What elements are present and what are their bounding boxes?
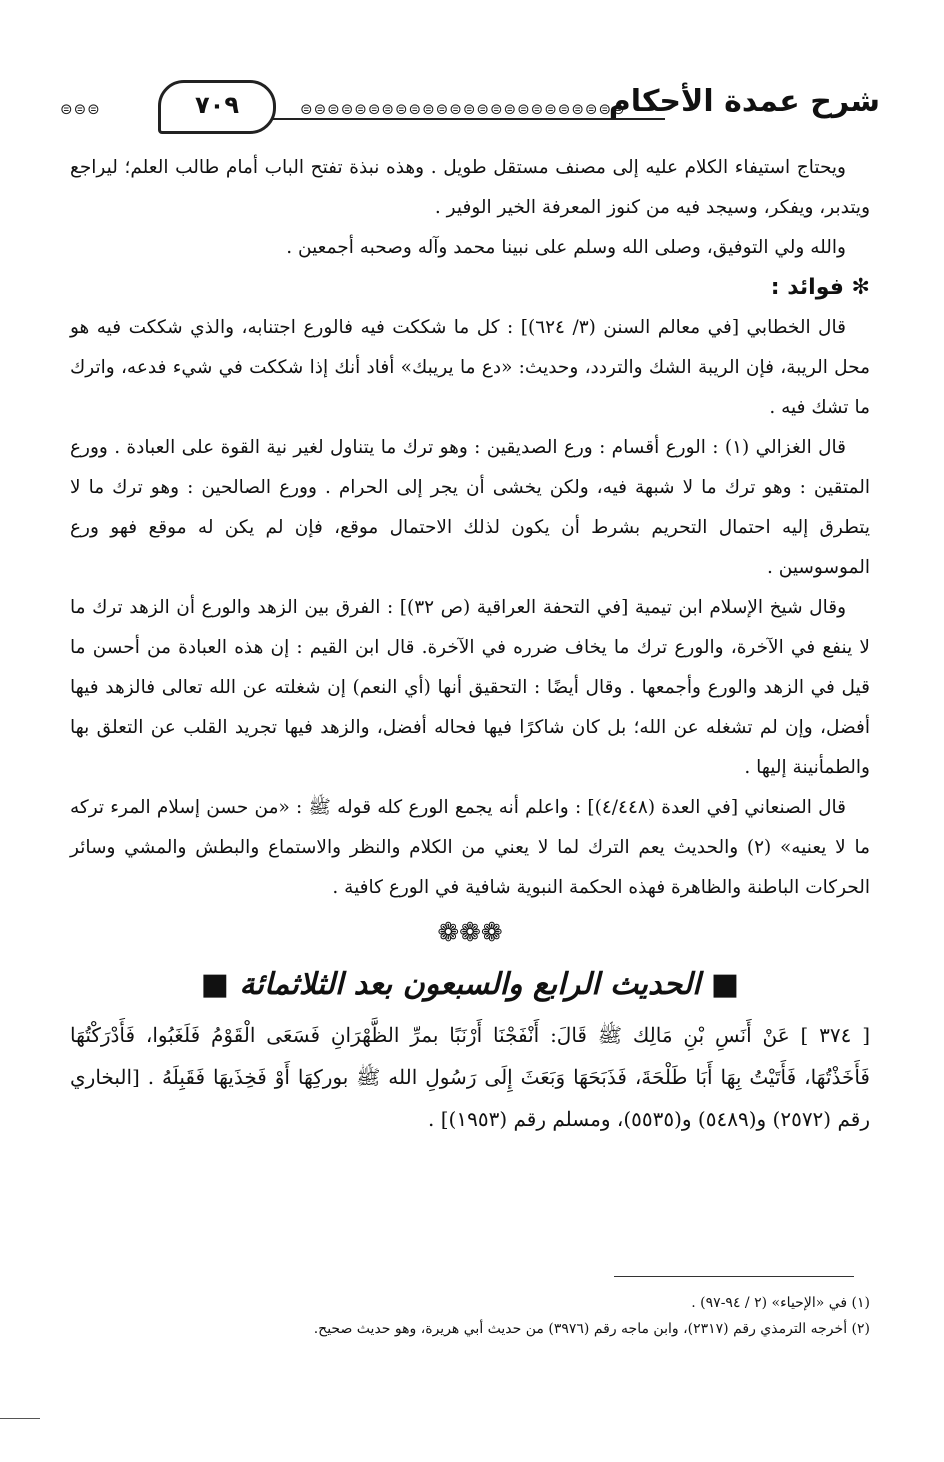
header-ornament-small: ⊜⊜⊜ (60, 100, 101, 118)
fawaid-heading: ✻ فوائد : (770, 275, 870, 300)
paragraph-closing-prayer: والله ولي التوفيق، وصلى الله وسلم على نبينا محمد وآله وصحبه أجمعين . (286, 237, 846, 258)
paragraph-intro: ويحتاج استيفاء الكلام عليه إلى مصنف مستقل طويل . وهذه نبذة تفتح الباب أمام طالب العلم؛ ليراجع ويتدبر، ويفكر، وسيجد فيه من كنوز المعرفة الخير الوفير . (70, 157, 870, 218)
page-number-frame (158, 80, 276, 134)
page-header (60, 78, 880, 134)
hadith-text: [ ٣٧٤ ] عَنْ أَنَسِ بْنِ مَالِك ﷺ قَالَ: أَنْفَجْنَا أَرْنَبًا بمرِّ الظَّهْرَانِ فَسَعَى الْقَوْمُ فَلَغَبُوا، فَأَدْرَكْتُهَا فَأَخَذْتُهَا، فَأَتَيْتُ بِهَا أَبَا طَلْحَةَ، فَذَبَحَهَا وَبَعَثَ إِلَى رَسُولِ الله ﷺ بوركِهَا أَوْ فَخِذَيهَا فَقَبِلَهُ . [البخاري رقم (٢٥٧٢) و(٥٤٨٩) و(٥٥٣٥)، ومسلم رقم (١٩٥٣)] . (70, 1023, 870, 1131)
footnote-2: (٢) أخرجه الترمذي رقم (٢٣١٧)، وابن ماجه رقم (٣٩٧٦) من حديث أبي هريرة، وهو حديث صحيح. (313, 1321, 870, 1337)
paragraph-ibn-taymiyyah: وقال شيخ الإسلام ابن تيمية [في التحفة العراقية (ص ٣٢)] : الفرق بين الزهد والورع أن الزهد ترك ما لا ينفع في الآخرة، والورع ترك ما يخاف ضرره في الآخرة. قال ابن القيم : إن هذه العبادة من أحسن ما قيل في الزهد والورع وأجمعها . وقال أيضًا : التحقيق أنها (أي النعم) إن شغلته عن الله تعالى فالزهد فيها أفضل، وإن لم تشغله عن الله؛ بل كان شاكرًا فيها فحاله أفضل، والزهد فيها تجريد القلب عن التعلق بها والطمأنينة إليها . (70, 597, 870, 778)
hadith-title: ■ الحديث الرابع والسبعون بعد الثلاثمائة ■ (200, 967, 740, 1002)
footnotes (90, 1290, 870, 1342)
footnote-rule (614, 1276, 854, 1277)
footnote-1: (١) في «الإحياء» (٢ / ٩٤-٩٧) . (691, 1295, 870, 1311)
section-divider-ornament: ❁❁❁ (437, 918, 503, 948)
bottom-margin-mark (0, 1418, 40, 1419)
page-number: ٧٠٩ (195, 91, 239, 119)
paragraph-khattabi: قال الخطابي [في معالم السنن (٣/ ٦٢٤)] : كل ما شككت فيه فالورع اجتنابه، والذي شككت فيه هو محل الريبة، فإن الريبة الشك والتردد، وحديث: «دع ما يريبك» أفاد أنك إذا شككت في شيء فدعه، واترك ما تشك فيه . (70, 317, 870, 418)
paragraph-sanani: قال الصنعاني [في العدة (٤/٤٤٨)] : واعلم أنه يجمع الورع كله قوله ﷺ : «من حسن إسلام المرء تركه ما لا يعنيه» (٢) والحديث يعم الترك لما لا يعني من الكلام والنظر والاستماع والبطش والمشي وسائر الحركات الباطنة والظاهرة فهذه الحكمة النبوية شافية في الورع كافية . (70, 797, 870, 898)
main-text (70, 148, 870, 1140)
paragraph-ghazali: قال الغزالي (١) : الورع أقسام : ورع الصديقين : وهو ترك ما يتناول لغير نية القوة على العبادة . وورع المتقين : وهو ترك ما لا شبهة فيه، ولكن يخشى أن يجر إلى الحرام . وورع الصالحين : وهو ترك ما لا يتطرق إليه احتمال التحريم بشرط أن يكون لذلك الاحتمال موقع، فإن لم يكن له موقع فهو ورع الموسوسين . (70, 437, 870, 578)
header-ornament-chain: ⊜⊜⊜⊜⊜⊜⊜⊜⊜⊜⊜⊜⊜⊜⊜⊜⊜⊜⊜⊜⊜⊜⊜⊜ (300, 100, 626, 118)
book-title: شرح عمدة الأحكام (608, 84, 880, 119)
